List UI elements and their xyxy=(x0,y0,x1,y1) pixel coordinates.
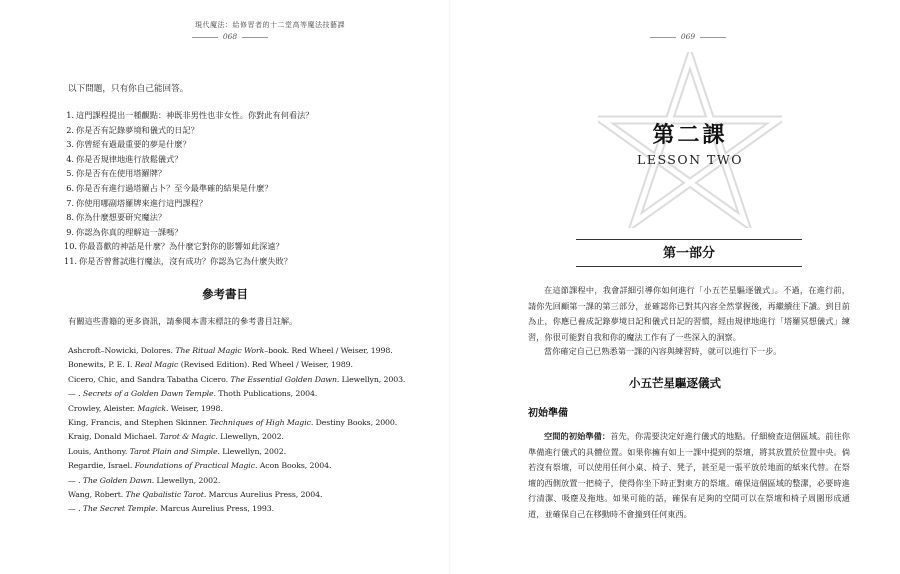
question-item: 8. 你為什麼想要研究魔法？ xyxy=(66,212,167,223)
reference-item: Bonewits, P. E. I. Real Magic (Revised Edition). Red Wheel / Weiser, 1989. xyxy=(68,360,353,370)
lesson-subtitle: LESSON TWO xyxy=(637,152,743,167)
reference-item: King, Francis, and Stephen Skinner. Techniques of High Magic. Destiny Books, 2000. xyxy=(68,418,398,428)
reference-item: — . The Golden Dawn. Llewellyn, 2002. xyxy=(68,475,221,485)
question-item: 4. 你是否規律地進行放鬆儀式？ xyxy=(66,153,183,164)
question-item: 3. 你曾經有過最重要的夢是什麼？ xyxy=(66,139,191,150)
reference-item: Ashcroft–Nowicki, Dolores. The Ritual Magic Work–book. Red Wheel / Weiser, 1998. xyxy=(68,346,393,355)
paragraph-3 xyxy=(528,429,850,523)
intro-text: 以下問題，只有你自己能回答。 xyxy=(68,84,189,94)
question-item: 5. 你是否有在使用塔羅牌？ xyxy=(66,168,167,179)
reference-item: — . Secrets of a Golden Dawn Temple. Thoth Publications, 2004. xyxy=(68,389,318,399)
reference-list xyxy=(68,344,405,517)
book-gutter xyxy=(449,0,451,574)
question-item: 6. 你是否有進行過塔羅占卜？至今最準確的結果是什麼？ xyxy=(66,182,273,193)
references-note: 有關這些書籍的更多資訊，請參閱本書末標註的參考書目註解。 xyxy=(68,316,298,326)
section-title: 第一部分 xyxy=(662,246,715,261)
reference-item: — . The Secret Temple. Marcus Aurelius Press, 1993. xyxy=(68,504,274,514)
reference-item: Louis, Anthony. Tarot Plain and Simple. Llewellyn, 2002. xyxy=(68,446,286,456)
page-number-right-value: 069 xyxy=(680,32,696,41)
references-heading: 參考書目 xyxy=(202,287,248,301)
paragraph-3-body: 首先，你需要決定好進行儀式的地點。仔細檢查這個區域。前往你準備進行儀式的具體位置。如果你擁有如上一課中提到的祭壇，將其放置於位置中央。倘若沒有祭壇，可以使用任何小桌、椅子、凳子，甚至是一張平放於地面的紙來代替。在祭壇的西側放置一把椅子，使得你坐下時正對東方的祭壇。確保這個區域的整潔，必要時進行清潔、吸塵及拖地。如果可能的話，確保有足夠的空間可以在祭壇和椅子周圍形成通道，並確保自己在移動時不會撞到任何東西。 xyxy=(528,431,850,519)
question-list xyxy=(64,108,313,269)
page-number-left xyxy=(170,32,290,41)
question-item: 7. 你使用哪副塔羅牌來進行這門課程？ xyxy=(66,197,208,208)
reference-item: Regardie, Israel. Foundations of Practical Magic. Acon Books, 2004. xyxy=(68,461,332,471)
ritual-title: 小五芒星驅逐儀式 xyxy=(629,376,721,390)
question-item: 11. 你是否曾嘗試進行魔法，沒有成功？你認為它為什麼失敗？ xyxy=(64,255,292,266)
reference-item: Kraig, Donald Michael. Tarot & Magic. Llewellyn, 2002. xyxy=(68,432,284,442)
running-head: 現代魔法：給修習者的十二堂高等魔法技藝課 xyxy=(195,21,345,29)
question-item: 9. 你認為你真的理解這一課嗎？ xyxy=(66,226,183,237)
reference-item: Cicero, Chic, and Sandra Tabatha Cicero. The Essential Golden Dawn. Llewellyn, 2003. xyxy=(68,374,406,384)
paragraph-3-lead: 空間的初始準備： xyxy=(544,431,611,441)
page-number-right xyxy=(628,32,748,41)
reference-item: Wang, Robert. The Qabalistic Tarot. Marcus Aurelius Press, 2004. xyxy=(68,490,323,500)
page-number-left-value: 068 xyxy=(222,32,238,41)
question-item: 1. 這門課程提出一種觀點：神既非男性也非女性。你對此有何看法？ xyxy=(66,110,314,120)
question-item: 2. 你是否有記錄夢境和儀式的日記？ xyxy=(66,124,199,135)
subheading-preparation: 初始準備 xyxy=(528,408,568,419)
paragraph-1: 在這節課程中，我會詳細引導你如何進行「小五芒星驅逐儀式」。不過，在進行前，請你先回顧第一課的第三部分，並確認你已對其內容全然掌握後，再繼續往下讀。到目前為止，你應已養成記錄夢境日記和儀式日記的習慣，經由規律地進行「塔羅冥想儀式」練習，你很可能對自我和你的魔法工作有了一些深入的洞察。 xyxy=(528,285,850,342)
question-item: 10. 你最喜歡的神話是什麼？為什麼它對你的影響如此深遠？ xyxy=(64,241,284,252)
reference-item: Crowley, Aleister. Magick. Weiser, 1998. xyxy=(68,403,223,413)
lesson-title: 第二課 xyxy=(652,122,728,148)
paragraph-2: 當你確定自己已熟悉第一課的內容與練習時，就可以進行下一步。 xyxy=(544,346,782,356)
